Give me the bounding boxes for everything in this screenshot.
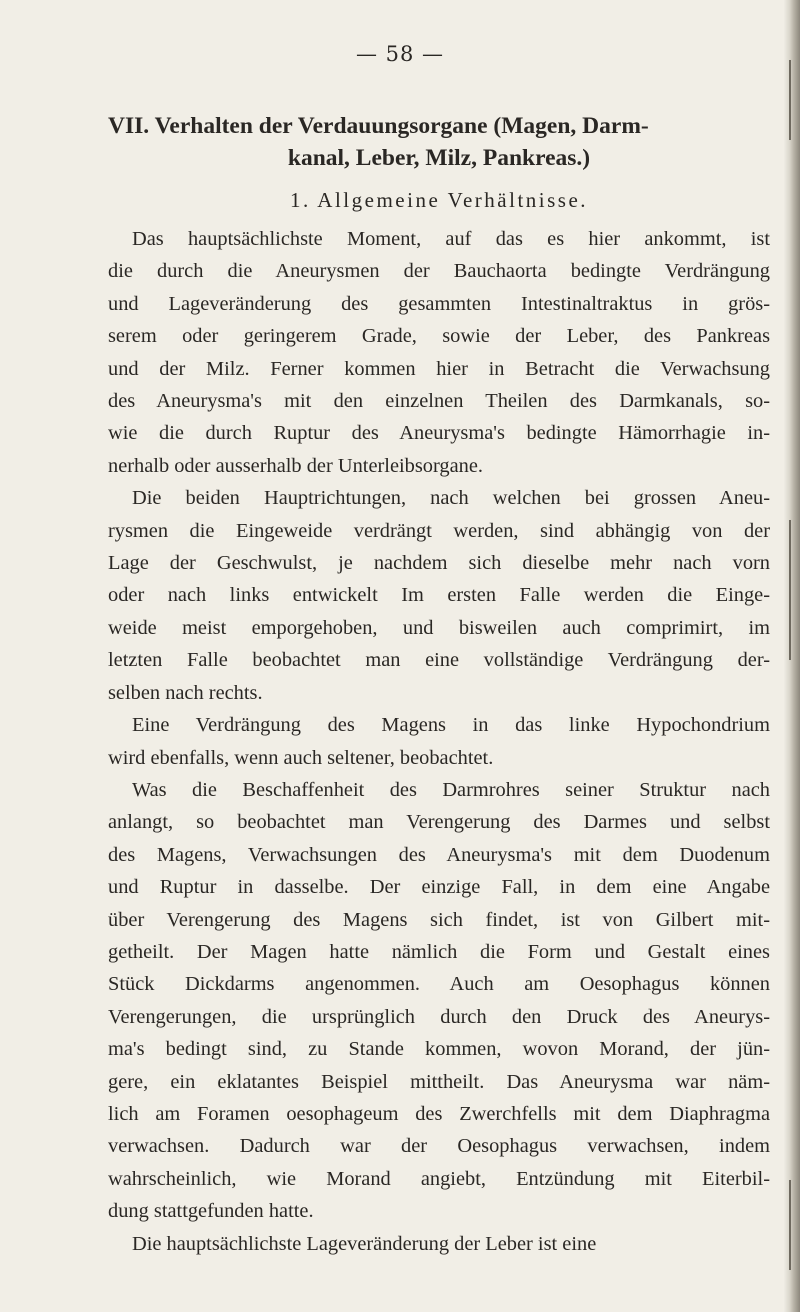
page-edge-shadow <box>784 0 800 1312</box>
text-line: getheilt. Der Magen hatte nämlich die Form und Gestalt eines <box>108 940 770 963</box>
text-line: über Verengerung des Magens sich findet, ist von Gilbert mit- <box>108 908 770 931</box>
text-line: des Magens, Verwachsungen des Aneurysma's mit dem Duodenum <box>108 843 770 866</box>
text-line: die durch die Aneurysmen der Bauchaorta bedingte Verdrängung <box>108 260 770 283</box>
text-line: serem oder geringerem Grade, sowie der Leber, des Pankreas <box>108 325 770 348</box>
paragraph <box>108 709 770 774</box>
chapter-heading <box>108 110 770 174</box>
chapter-heading-line-2: kanal, Leber, Milz, Pankreas.) <box>287 145 591 171</box>
text-line: anlangt, so beobachtet man Verengerung des Darmes und selbst <box>108 811 770 834</box>
text-line: Stück Dickdarms angenommen. Auch am Oesophagus können <box>108 973 770 996</box>
text-line: und der Milz. Ferner kommen hier in Betracht die Verwachsung <box>108 357 770 380</box>
paragraph <box>108 482 770 709</box>
text-line: wird ebenfalls, wenn auch seltener, beobachtet. <box>108 746 494 769</box>
page-content <box>108 110 770 1260</box>
paragraph <box>108 774 770 1228</box>
paragraph <box>108 1228 770 1260</box>
paragraph <box>108 223 770 482</box>
text-line: rysmen die Eingeweide verdrängt werden, sind abhängig von der <box>108 519 770 542</box>
text-line: Verengerungen, die ursprünglich durch den Druck des Aneurys- <box>108 1005 770 1028</box>
body-text <box>108 223 770 1260</box>
edge-mark <box>789 1180 791 1270</box>
text-line: weide meist emporgehoben, und bisweilen auch comprimirt, im <box>108 616 770 639</box>
text-line: dung stattgefunden hatte. <box>108 1200 314 1223</box>
text-line: gere, ein eklatantes Beispiel mittheilt. Das Aneurysma war näm- <box>108 1070 770 1093</box>
text-line: selben nach rechts. <box>108 681 263 704</box>
edge-mark <box>789 520 791 660</box>
text-line: verwachsen. Dadurch war der Oesophagus verwachsen, indem <box>108 1135 770 1158</box>
text-line: Lage der Geschwulst, je nachdem sich dieselbe mehr nach vorn <box>108 552 770 575</box>
text-line: wahrscheinlich, wie Morand angiebt, Entzündung mit Eiterbil- <box>108 1167 770 1190</box>
text-line: Die beiden Hauptrichtungen, nach welchen bei grossen Aneu- <box>132 487 770 510</box>
text-line: Das hauptsächlichste Moment, auf das es hier ankommt, ist <box>132 228 770 250</box>
text-line: lich am Foramen oesophageum des Zwerchfells mit dem Diaphragma <box>108 1102 770 1125</box>
page-number: — 58 — <box>355 42 445 66</box>
chapter-heading-line-1: VII. Verhalten der Verdauungsorgane (Magen, Darm- <box>108 113 649 139</box>
text-line: Eine Verdrängung des Magens in das linke Hypochondrium <box>132 714 770 737</box>
text-line: und Lageveränderung des gesammten Intestinaltraktus in grös- <box>108 292 770 315</box>
text-line: ma's bedingt sind, zu Stande kommen, wovon Morand, der jün- <box>108 1038 770 1061</box>
text-line: Die hauptsächlichste Lageveränderung der Leber ist eine <box>132 1232 597 1255</box>
edge-mark <box>789 60 791 140</box>
text-line: und Ruptur in dasselbe. Der einzige Fall, in dem eine Angabe <box>108 876 770 899</box>
text-line: nerhalb oder ausserhalb der Unterleibsorgane. <box>108 454 484 477</box>
text-line: oder nach links entwickelt Im ersten Falle werden die Einge- <box>108 584 770 607</box>
text-line: des Aneurysma's mit den einzelnen Theilen des Darmkanals, so- <box>108 390 770 413</box>
section-heading: 1. Allgemeine Verhältnisse. <box>289 188 589 212</box>
text-line: letzten Falle beobachtet man eine vollständige Verdrängung der- <box>108 649 770 672</box>
text-line: Was die Beschaffenheit des Darmrohres seiner Struktur nach <box>132 778 770 801</box>
text-line: wie die durch Ruptur des Aneurysma's bedingte Hämorrhagie in- <box>108 422 770 445</box>
